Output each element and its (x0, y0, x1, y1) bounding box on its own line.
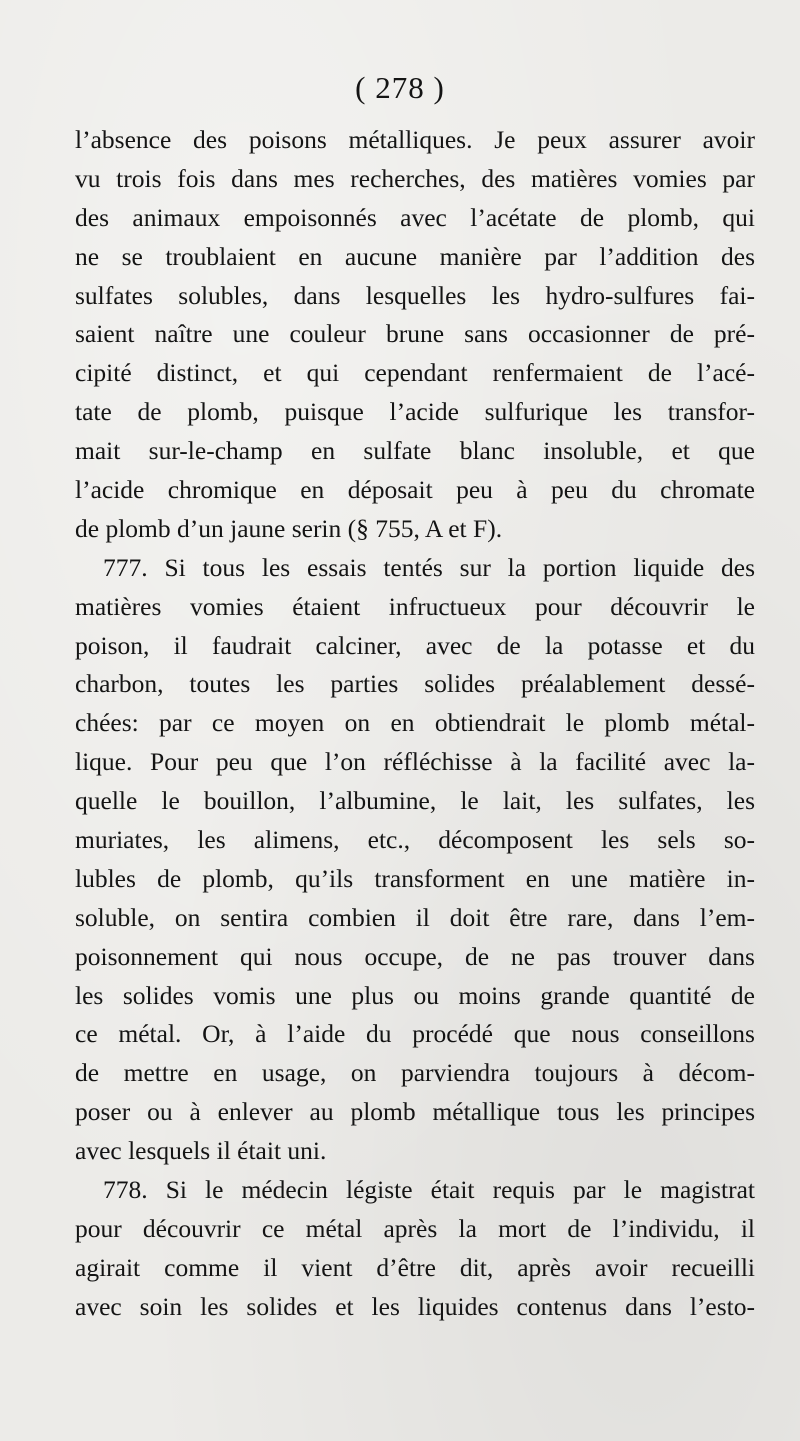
text-line: agirait comme il vient d’être dit, après avoir recueilli (75, 1252, 755, 1282)
text-line: de plomb d’un jaune serin (§ 755, A et F). (75, 513, 503, 543)
text-line: de mettre en usage, on parviendra toujours à décom- (75, 1058, 755, 1088)
text-line: avec lesquels il était uni. (75, 1136, 327, 1166)
text-line: avec soin les solides et les liquides contenus dans l’esto- (75, 1291, 755, 1321)
page-number: ( 278 ) (355, 70, 445, 105)
paragraph-start-line: 778. Si le médecin légiste était requis par le magistrat (103, 1175, 755, 1205)
text-line: poisonnement qui nous occupe, de ne pas trouver dans (75, 941, 755, 971)
text-line: mait sur-le-champ en sulfate blanc insoluble, et que (75, 436, 755, 466)
text-line: ce métal. Or, à l’aide du procédé que nous conseillons (75, 1019, 755, 1049)
text-line: l’acide chromique en déposait peu à peu du chromate (75, 475, 755, 505)
text-line: matières vomies étaient infructueux pour découvrir le (75, 591, 755, 621)
text-line: des animaux empoisonnés avec l’acétate de plomb, qui (75, 202, 755, 232)
text-line: quelle le bouillon, l’albumine, le lait, les sulfates, les (75, 786, 755, 816)
text-line: vu trois fois dans mes recherches, des matières vomies par (75, 163, 755, 193)
text-line: lubles de plomb, qu’ils transforment en une matière in- (75, 863, 755, 893)
text-line: muriates, les alimens, etc., décomposent les sels so- (75, 825, 755, 855)
text-line: ne se troublaient en aucune manière par l’addition des (75, 241, 755, 271)
text-line: sulfates solubles, dans lesquelles les hydro-sulfures fai- (75, 280, 755, 310)
text-line: soluble, on sentira combien il doit être rare, dans l’em- (75, 902, 755, 932)
body-text (75, 121, 755, 1327)
text-line: les solides vomis une plus ou moins grande quantité de (75, 980, 755, 1010)
text-line: tate de plomb, puisque l’acide sulfurique les transfor- (75, 397, 755, 427)
text-line: lique. Pour peu que l’on réfléchisse à la facilité avec la- (75, 747, 755, 777)
paragraph-start-line: 777. Si tous les essais tentés sur la portion liquide des (103, 552, 755, 582)
text-line: pour découvrir ce métal après la mort de l’individu, il (75, 1213, 755, 1243)
text-line: poser ou à enlever au plomb métallique tous les principes (75, 1097, 755, 1127)
text-line: l’absence des poisons métalliques. Je peux assurer avoir (75, 125, 755, 154)
text-line: saient naître une couleur brune sans occasionner de pré- (75, 319, 755, 349)
text-line: charbon, toutes les parties solides préalablement dessé- (75, 669, 755, 699)
text-line: cipité distinct, et qui cependant renfermaient de l’acé- (75, 358, 755, 388)
text-line: chées: par ce moyen on en obtiendrait le plomb métal- (75, 708, 755, 738)
text-line: poison, il faudrait calciner, avec de la potasse et du (75, 630, 755, 660)
